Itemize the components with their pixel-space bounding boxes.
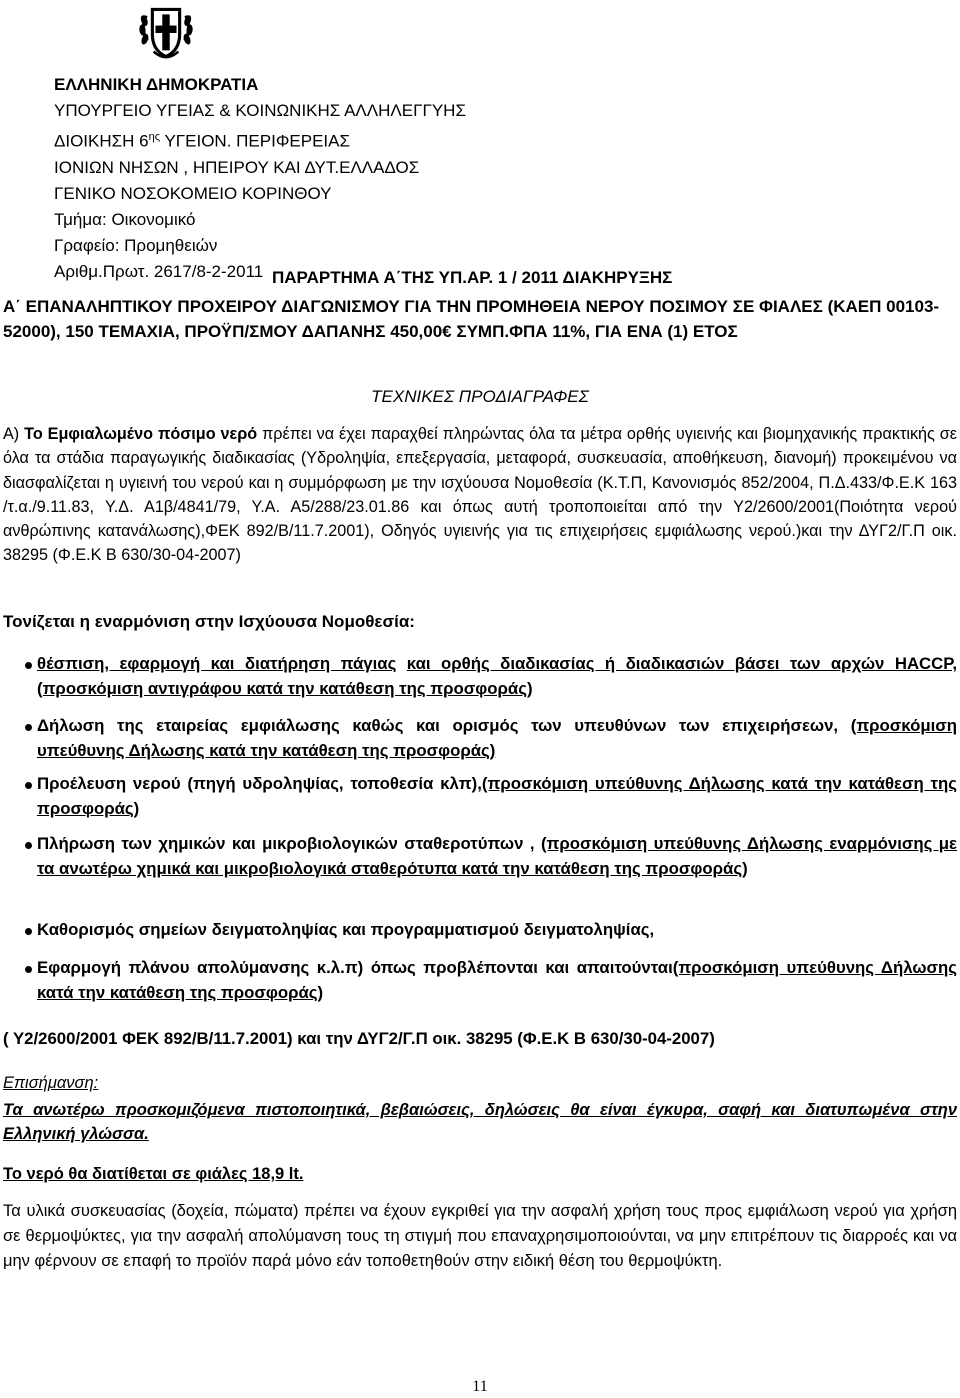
note-text: Τα ανωτέρω προσκομιζόμενα πιστοποιητικά, βεβαιώσεις, δηλώσεις θα είναι έγκυρα, σαφή και διατυπωμένα στην Ελληνική γλώσσα. — [3, 1101, 957, 1143]
bullet-standards — [3, 832, 957, 881]
bullet-water-origin — [3, 772, 957, 821]
regulation-reference: ( Υ2/2600/2001 ΦΕΚ 892/Β/11.7.2001) και την ΔΥΓ2/Γ.Π οικ. 38295 (Φ.Ε.Κ Β 630/30-04-2007) — [3, 1029, 715, 1048]
page-number: 11 — [472, 1378, 488, 1395]
bullet-text: θέσπιση, εφαρμογή και διατήρηση πάγιας και ορθής διαδικασίας ή διαδικασιών βάσει των αρχών HACCP,(προσκόμιση αντιγράφου κατά την κατάθεση της προσφοράς) — [37, 654, 957, 698]
header-line-health-region: ΔΙΟΙΚΗΣΗ $6^{\eta\varsigma}$ ΥΓΕΙΟΝ. ΠΕΡΙΦΕΡΕΙΑΣ — [54, 131, 350, 151]
bullet-text: Προέλευση νερού (πηγή υδροληψίας, τοποθεσία κλπ),(προσκόμιση υπεύθυνης Δήλωσης κατά την κατάθεση της προσφοράς) — [37, 774, 957, 818]
header-line-department: Τμήμα: Οικονομικό — [54, 209, 196, 229]
header-line-republic: ΕΛΛΗΝΙΚΗ ΔΗΜΟΚΡΑΤΙΑ — [54, 75, 259, 94]
bullet-dot — [25, 928, 32, 935]
issuer-header — [54, 72, 466, 285]
emphasis-heading: Τονίζεται η εναρμόνιση στην Ισχύουσα Νομοθεσία: — [3, 612, 415, 631]
bullet-sampling — [3, 918, 957, 943]
water-bottle-size: Το νερό θα διατίθεται σε φιάλες 18,9 lt. — [3, 1165, 304, 1183]
header-line-region-area: ΙΟΝΙΩΝ ΝΗΣΩΝ , ΗΠΕΙΡΟΥ ΚΑΙ ΔΥΤ.ΕΛΛΑΔΟΣ — [54, 157, 420, 177]
bullet-text: Εφαρμογή πλάνου απολύμανσης κ.λ.π) όπως προβλέπονται και απαιτούνται(προσκόμιση υπεύθυνης Δήλωσης κατά την κατάθεση της προσφοράς) — [37, 958, 957, 1002]
bullet-dot — [25, 782, 32, 789]
header-line-office: Γραφείο: Προμηθειών — [54, 235, 218, 255]
bullet-dot — [25, 724, 32, 731]
tender-subject: Α΄ ΕΠΑΝΑΛΗΠΤΙΚΟΥ ΠΡΟΧΕΙΡΟΥ ΔΙΑΓΩΝΙΣΜΟΥ ΓΙΑ ΤΗΝ ΠΡΟΜΗΘΕΙΑ ΝΕΡΟΥ ΠΟΣΙΜΟΥ ΣΕ ΦΙΑΛΕΣ (ΚΑΕΠ 00103-52000), 150 ΤΕΜΑΧΙΑ, ΠΡΟΫΠ/ΣΜΟΥ ΔΑΠΑΝΗΣ 450,00€ ΣΥΜΠ.ΦΠΑ 11%, ΓΙΑ ΕΝΑ (1) ΕΤΟΣ — [3, 297, 940, 341]
bullet-text: Πλήρωση των χημικών και μικροβιολογικών σταθεροτύπων , (προσκόμιση υπεύθυνης Δήλωσης εναρμόνισης με τα ανωτέρω χημικά και μικροβιολογικά σταθερότυπα κατά την κατάθεση της προσφοράς) — [37, 834, 957, 878]
bullet-dot — [25, 966, 32, 973]
bullet-dot — [25, 662, 32, 669]
annex-title: ΠΑΡΑΡΤΗΜΑ Α΄ΤΗΣ ΥΠ.ΑΡ. 1 / 2011 ΔΙΑΚΗΡΥΞΗΣ — [272, 268, 673, 287]
greek-coat-of-arms-emblem — [135, 2, 197, 64]
section-title: ΤΕΧΝΙΚΕΣ ΠΡΟΔΙΑΓΡΑΦΕΣ — [371, 387, 589, 406]
bullet-dot — [25, 842, 32, 849]
bullet-text: Καθορισμός σημείων δειγματοληψίας και προγραμματισμού δειγματοληψίας, — [37, 920, 655, 939]
packaging-paragraph: Τα υλικά συσκευασίας (δοχεία, πώματα) πρέπει να έχουν εγκριθεί για την ασφαλή χρήση τους προς εμφιάλωση νερού για χρήση σε θερμοψύκτες, για την ασφαλή απολύμανση τους τη στιγμή που επαναχρησιμοποιούνται, να μην επιτρέπουν τις διαρροές και να μην φέρνουν σε επαφή το προϊόν παρά μόνο εάν τοποθετηθούν στην ειδική θέση του θερμοψύκτη. — [3, 1202, 957, 1270]
bullet-declaration — [3, 714, 957, 763]
bullet-haccp — [3, 652, 957, 701]
header-line-protocol: Αριθμ.Πρωτ. 2617/8-2-2011 — [54, 261, 264, 281]
header-line-ministry: ΥΠΟΥΡΓΕΙΟ ΥΓΕΙΑΣ & ΚΟΙΝΩΝΙΚΗΣ ΑΛΛΗΛΕΓΓΥΗΣ — [54, 101, 466, 120]
bullet-disinfection — [3, 956, 957, 1005]
paragraph-a: Α) Το Εμφιαλωμένο πόσιμο νερό πρέπει να έχει παραχθεί πληρώντας όλα τα μέτρα ορθής υγιεινής και βιομηχανικής πρακτικής σε όλα τα στάδια παραγωγικής διαδικασίας (Υδροληψία, επεξεργασία, μεταφορά, συσκευασία, αποθήκευση, διανομή) προκειμένου να διασφαλίζεται η υγιεινή του νερού και η συμμόρφωση με την ισχύουσα Νομοθεσία (Κ.Τ.Π, Κανονισμός 852/2004, Π.Δ.433/Φ.Ε.Κ 163 /τ.α./9.11.83, Υ.Δ. Α1β/4841/79, Υ.Α. Α5/288/23.01.86 και όπως αυτή τροποποιείται από την Υ2/2600/2001(Ποιότητα νερού ανθρώπινης κατανάλωσης),ΦΕΚ 892/Β/11.7.2001), Οδηγός υγιεινής για τις επιχειρήσεις εμφιάλωσης νερού.)και την ΔΥΓ2/Γ.Π οικ. 38295 (Φ.Ε.Κ Β 630/30-04-2007) — [3, 425, 958, 565]
note-title: Επισήμανση: — [3, 1074, 99, 1092]
bullet-text: Δήλωση της εταιρείας εμφιάλωσης καθώς και ορισμός των υπευθύνων των επιχειρήσεων, (προσκόμιση υπεύθυνης Δήλωσης κατά την κατάθεση της προσφοράς) — [37, 716, 957, 760]
header-line-hospital: ΓΕΝΙΚΟ ΝΟΣΟΚΟΜΕΙΟ ΚΟΡΙΝΘΟΥ — [54, 183, 332, 203]
